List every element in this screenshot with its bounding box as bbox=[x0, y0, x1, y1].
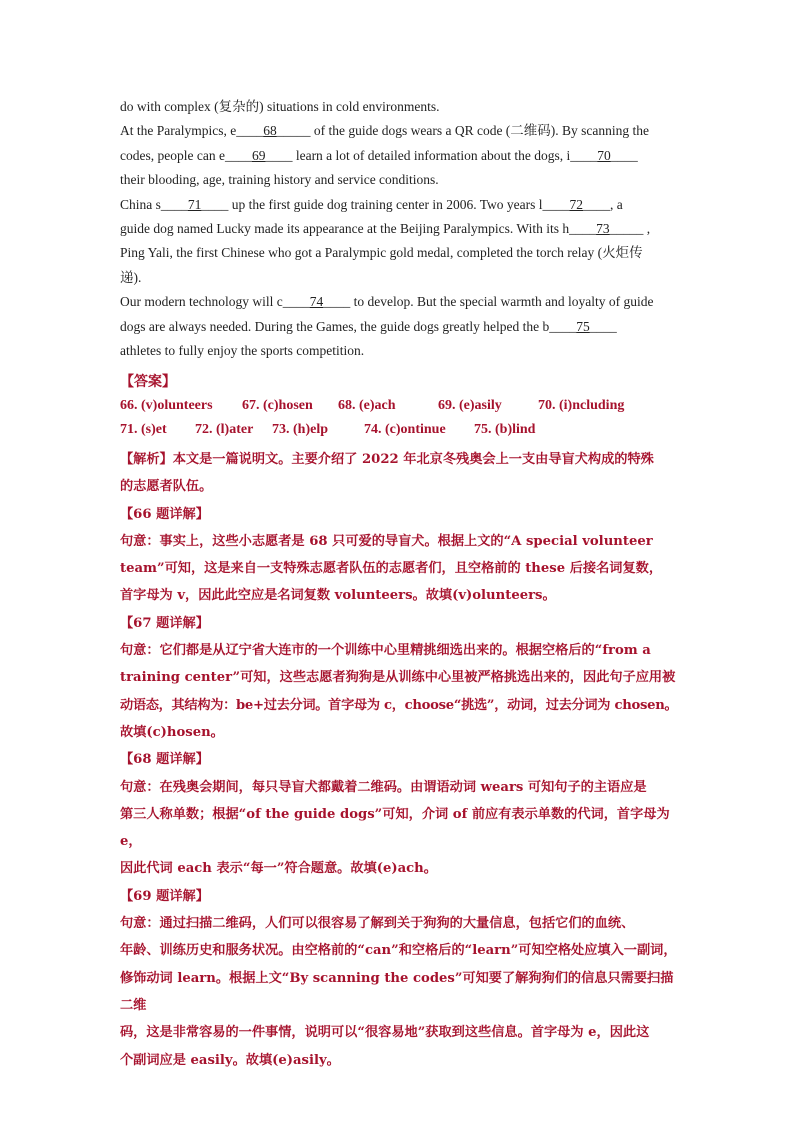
blank-68: ____68_____ bbox=[236, 123, 311, 139]
answer-item: 74. (c)ontinue bbox=[364, 422, 446, 437]
analysis-line: 因此代词 each 表示“每一”符合题意。故填(e)ach。 bbox=[120, 861, 437, 877]
answer-row bbox=[120, 394, 700, 418]
q66-heading: 【66 题详解】 bbox=[120, 506, 209, 522]
blank-73: ____73_____ bbox=[569, 221, 644, 237]
text: to develop. But the special warmth and loyalty of guide bbox=[350, 294, 654, 310]
passage-line bbox=[120, 217, 680, 241]
passage-line: their blooding, age, training history and service conditions. bbox=[120, 172, 439, 188]
answer-item: 70. (i)ncluding bbox=[538, 398, 625, 413]
analysis-line: 句意：它们都是从辽宁省大连市的一个训练中心里精挑细选出来的。根据空格后的“from a bbox=[120, 643, 651, 659]
text: 本文是一篇说明文。主要介绍了 2022 年北京冬残奥会上一支由导盲犬构成的特殊 bbox=[172, 452, 654, 467]
q67-heading: 【67 题详解】 bbox=[120, 615, 209, 631]
answer-row bbox=[120, 418, 700, 442]
text: , bbox=[643, 221, 651, 237]
answer-item: 75. (b)lind bbox=[474, 422, 536, 437]
answer-item: 69. (e)asily bbox=[438, 398, 502, 413]
text: China s bbox=[120, 196, 161, 212]
text: Our modern technology will c bbox=[120, 294, 283, 310]
text: , a bbox=[610, 196, 623, 212]
analysis-line: 修饰动词 learn。根据上文“By scanning the codes”可知要了解狗狗们的信息只需要扫描二维 bbox=[120, 970, 674, 1013]
analysis-line: 句意：事实上，这些小志愿者是 68 只可爱的导盲犬。根据上文的“A special volunteer bbox=[120, 533, 653, 549]
passage-line bbox=[120, 119, 680, 143]
analysis-line: 码，这是非常容易的一件事情，说明可以“很容易地”获取到这些信息。首字母为 e，因此这 bbox=[120, 1025, 650, 1041]
answer-item: 67. (c)hosen bbox=[242, 398, 313, 413]
blank-71: ____71____ bbox=[160, 196, 229, 212]
answer-item: 68. (e)ach bbox=[338, 398, 396, 413]
passage bbox=[120, 95, 680, 363]
passage-line: do with complex (复杂的) situations in cold environments. bbox=[120, 99, 440, 114]
blank-72: ____72____ bbox=[542, 196, 611, 212]
text: guide dog named Lucky made its appearance at the Beijing Paralympics. With its h bbox=[120, 221, 570, 237]
passage-line: athletes to fully enjoy the sports competition. bbox=[120, 343, 365, 359]
text: At the Paralympics, e bbox=[120, 123, 237, 139]
passage-line: Ping Yali, the first Chinese who got a Paralympic gold medal, completed the torch relay (火炬传 bbox=[120, 245, 643, 261]
analysis-line: 动语态，其结构为：be+过去分词。首字母为 c，choose“挑选”，动词，过去分词为 chosen。 bbox=[120, 697, 678, 713]
passage-line bbox=[120, 315, 680, 339]
analysis-line bbox=[120, 446, 685, 473]
blank-69: ____69____ bbox=[224, 147, 293, 163]
passage-line: 递). bbox=[120, 269, 142, 285]
analysis-line: 句意：在残奥会期间，每只导盲犬都戴着二维码。由谓语动词 wears 可知句子的主语应是 bbox=[120, 779, 647, 795]
analysis-line: 第三人称单数；根据“of the guide dogs”可知，介词 of 前应有表示单数的代词，首字母为 e， bbox=[120, 806, 670, 850]
blank-75: ____75____ bbox=[549, 318, 617, 334]
answer-header: 【答案】 bbox=[120, 375, 176, 390]
blank-70: ____70____ bbox=[570, 147, 638, 163]
q68-heading: 【68 题详解】 bbox=[120, 752, 209, 768]
text: codes, people can e bbox=[120, 147, 225, 163]
analysis-line: 首字母为 v，因此此空应是名词复数 volunteers。故填(v)olunteers。 bbox=[120, 588, 556, 604]
q69-heading: 【69 题详解】 bbox=[120, 888, 209, 904]
text: of the guide dogs wears a QR code (二维码). By scanning the bbox=[310, 123, 650, 139]
answer-item: 73. (h)elp bbox=[272, 422, 328, 437]
text: learn a lot of detailed information about the dogs, i bbox=[292, 147, 571, 163]
analysis-line: 句意：通过扫描二维码，人们可以很容易了解到关于狗狗的大量信息，包括它们的血统、 bbox=[120, 916, 635, 932]
answer-section bbox=[120, 372, 700, 442]
analysis-line: team”可知，这是来自一支特殊志愿者队伍的志愿者们，且空格前的 these 后接名词复数， bbox=[120, 561, 663, 577]
blank-74: ____74____ bbox=[282, 294, 351, 310]
analysis-line: 个副词应是 easily。故填(e)asily。 bbox=[120, 1052, 340, 1068]
analysis-label: 【解析】 bbox=[120, 452, 173, 467]
text: dogs are always needed. During the Games, the guide dogs greatly helped the b bbox=[120, 318, 550, 334]
passage-line bbox=[120, 144, 680, 168]
analysis-line: training center”可知，这些志愿者狗狗是从训练中心里被严格挑选出来的，因此句子应用被 bbox=[120, 670, 676, 686]
answer-item: 71. (s)et bbox=[120, 422, 167, 437]
passage-line bbox=[120, 290, 680, 314]
text: up the first guide dog training center in 2006. Two years l bbox=[228, 196, 543, 212]
analysis-line: 故填(c)hosen。 bbox=[120, 724, 224, 740]
analysis-section bbox=[120, 446, 685, 1074]
answer-item: 72. (l)ater bbox=[195, 422, 254, 437]
analysis-line: 的志愿者队伍。 bbox=[120, 479, 213, 495]
passage-line bbox=[120, 193, 680, 217]
analysis-line: 年龄、训练历史和服务状况。由空格前的“can”和空格后的“learn”可知空格处应填入一副词， bbox=[120, 943, 677, 959]
answer-item: 66. (v)olunteers bbox=[120, 398, 213, 413]
